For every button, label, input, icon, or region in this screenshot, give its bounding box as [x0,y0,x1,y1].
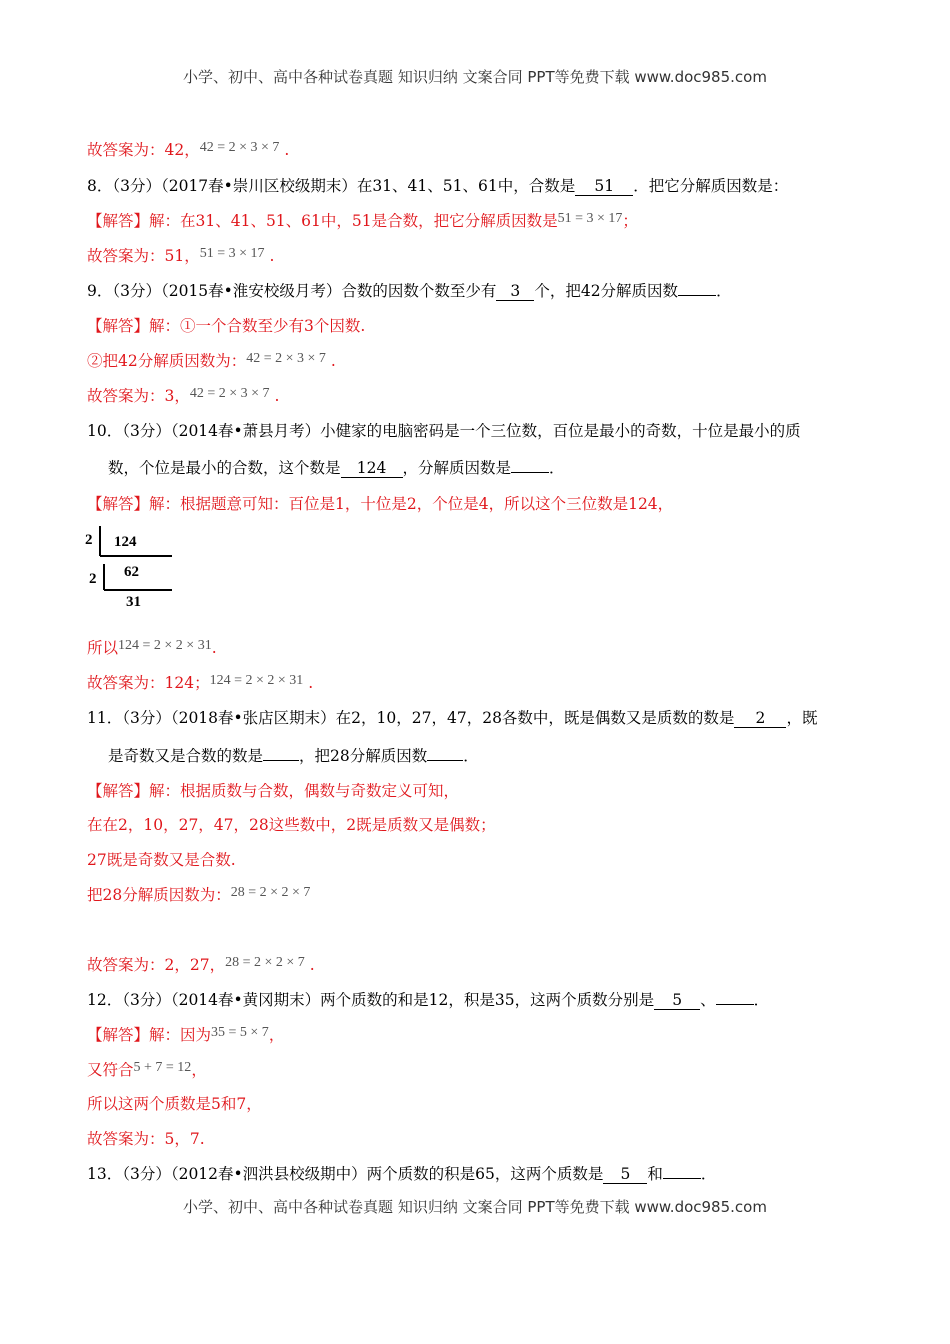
answer-text: 故答案为：42， [87,141,200,159]
answer-line-q11 [87,953,315,975]
question-text-mid: ，分解质因数是 [402,459,512,477]
solution-9-step-2 [87,349,336,371]
question-text-end: ． [463,747,479,765]
question-text: 11．（3分）（2018春•张店区期末）在2，10，27，47，28各数中，既是偶数又是质数的数是 [87,709,735,727]
math-expression: 51 = 3 × 17 [199,246,265,261]
solution-text: 所以 [87,639,119,657]
solution-12-step-2 [87,1058,207,1080]
solution-11-step-3: 27既是奇数又是合数. [87,851,236,869]
answer-blank: 51 [575,178,633,196]
punct: . [274,387,280,405]
question-9 [87,279,732,301]
empty-blank [263,760,299,761]
answer-text: 故答案为：2，27， [87,956,226,974]
punct: . [308,674,314,692]
math-expression: 5 + 7 = 12 [133,1060,192,1075]
solution-text: 又符合 [87,1061,134,1079]
punct: . [309,956,315,974]
question-text: 8．（3分）（2017春•崇川区校级期末）在31、41、51、61中，合数是 [87,177,576,195]
dividend-1: 124 [114,534,137,550]
empty-blank [663,1178,701,1179]
question-text-mid: ，把28分解质因数 [299,747,428,765]
question-10-line-2 [108,456,565,478]
answer-line-q7 [87,138,289,160]
punct: . [211,639,217,657]
solution-11-step-2: 在在2，10，27，47，28这些数中，2既是质数又是偶数； [87,816,496,834]
solution-10: 【解答】解：根据题意可知：百位是1，十位是2，个位是4，所以这个三位数是124， [87,495,674,513]
question-text: 是奇数又是合数的数是 [108,747,264,765]
answer-text: 故答案为：51， [87,247,200,265]
punct: . [330,352,336,370]
question-text: 9．（3分）（2015春•淮安校级月考）合数的因数个数至少有 [87,282,497,300]
page-footer: 小学、初中、高中各种试卷真题 知识归纳 文案合同 PPT等免费下载 www.doc985.com [183,1198,767,1216]
question-text: 数，个位是最小的合数，这个数是 [108,459,341,477]
math-expression: 28 = 2 × 2 × 7 [230,885,311,900]
question-8 [87,174,788,196]
question-text-end: ． [753,991,770,1009]
solution-12-step-1 [87,1023,284,1045]
question-10-line-1: 10．（3分）（2014春•萧县月考）小健家的电脑密码是一个三位数，百位是最小的奇数，十位是最小的质 [87,422,801,440]
math-expression: 124 = 2 × 2 × 31 [209,673,304,688]
solution-11-step-1: 【解答】解：根据质数与合数，偶数与奇数定义可知， [87,782,460,800]
answer-blank: 5 [654,992,700,1010]
quotient-1: 62 [124,564,139,580]
punct: . [269,247,275,265]
answer-line-q9 [87,384,279,406]
page-header: 小学、初中、高中各种试卷真题 知识归纳 文案合同 PPT等免费下载 www.doc985.com [183,68,767,86]
solution-12-step-3: 所以这两个质数是5和7， [87,1095,262,1113]
question-11-line-2 [108,744,479,766]
math-expression: 28 = 2 × 2 × 7 [225,955,305,970]
answer-blank: 5 [603,1166,647,1184]
question-text: 13．（3分）（2012春•泗洪县校级期中）两个质数的积是65，这两个质数是 [87,1165,604,1183]
solution-text: 【解答】解：①一个合数至少有3个因数. [87,317,366,335]
solution-11-step-4 [87,883,310,905]
punct: ； [622,212,638,230]
divisor-2: 2 [89,571,97,587]
question-text-end: ．把它分解质因数是： [633,177,789,195]
divisor-1: 2 [85,532,93,548]
question-text-end: ． [700,1165,717,1183]
question-text-end: ． [716,282,732,300]
answer-text: 故答案为：3， [87,387,190,405]
short-division-diagram [84,524,184,614]
math-expression: 42 = 2 × 3 × 7 [199,140,280,155]
punct: ， [191,1061,207,1079]
answer-text: 故答案为：124； [87,674,210,692]
question-text-mid: 个，把42分解质因数 [534,282,679,300]
empty-blank [511,472,549,473]
answer-line-q8 [87,244,274,266]
math-expression: 35 = 5 × 7 [211,1025,269,1040]
answer-line-q10 [87,671,313,693]
question-13 [87,1162,716,1184]
question-text-end: ． [549,459,565,477]
solution-text: 把28分解质因数为： [87,886,231,904]
math-expression: 51 = 3 × 17 [557,211,623,226]
empty-blank [427,760,463,761]
quotient-2: 31 [126,594,141,610]
empty-blank [678,295,716,296]
math-expression: 124 = 2 × 2 × 31 [118,638,212,653]
punct: ， [268,1026,285,1044]
question-text-mid: 、 [700,991,716,1009]
answer-blank: 3 [496,283,534,301]
empty-blank [716,1004,754,1005]
answer-blank: 124 [341,460,403,478]
math-expression: 42 = 2 × 3 × 7 [189,386,270,401]
solution-9-step-1 [87,314,365,336]
solution-10-conclusion [87,636,217,658]
answer-line-q12: 故答案为：5，7. [87,1130,205,1148]
solution-text: ②把42分解质因数为： [87,352,247,370]
question-text-mid: 和 [647,1165,663,1183]
math-expression: 42 = 2 × 3 × 7 [246,351,326,366]
solution-text: 【解答】解：在31、41、51、61中，51是合数，把它分解质因数是 [87,212,558,230]
answer-blank: 2 [734,710,786,728]
question-12 [87,988,769,1010]
question-text-end: ，既 [786,709,818,727]
solution-8 [87,209,638,231]
question-text: 12．（3分）（2014春•黄冈期末）两个质数的和是12，积是35，这两个质数分别是 [87,991,655,1009]
question-11-line-1 [87,706,817,728]
punct: . [284,141,290,159]
solution-text: 【解答】解：因为 [87,1026,212,1044]
